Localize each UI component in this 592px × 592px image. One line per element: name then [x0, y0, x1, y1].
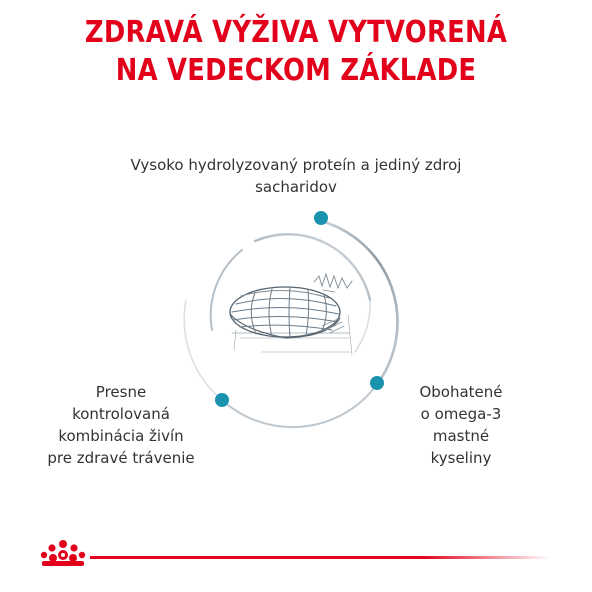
title-line-2: NA VEDECKOM ZÁKLADE: [115, 53, 477, 88]
feature-omega3-line-1: Obohatené: [419, 383, 503, 401]
title-line-1: ZDRAVÁ VÝŽIVA VYTVORENÁ: [84, 15, 508, 50]
feature-nutrients-line-2: kontrolovaná: [72, 405, 170, 423]
accent-dot-right: [370, 376, 384, 390]
inner-ring: [211, 234, 370, 352]
footer-rule: [90, 556, 550, 559]
feature-omega3-line-4: kyseliny: [430, 449, 492, 467]
accent-dot-left: [215, 393, 229, 407]
kibble-sketch-icon: [230, 274, 352, 355]
royal-canin-crown-icon: [38, 538, 88, 572]
feature-omega3-line-2: o omega-3: [420, 405, 502, 423]
feature-omega3-line-3: mastné: [432, 427, 490, 445]
feature-protein-line-2: sacharidov: [255, 178, 337, 196]
accent-dot-top: [314, 211, 328, 225]
feature-protein-line-1: Vysoko hydrolyzovaný proteín a jediný zdroj: [130, 156, 462, 174]
feature-nutrients-line-3: kombinácia živín: [58, 427, 184, 445]
feature-nutrients-line-4: pre zdravé trávenie: [47, 449, 195, 467]
feature-nutrients-line-1: Presne: [95, 383, 147, 401]
